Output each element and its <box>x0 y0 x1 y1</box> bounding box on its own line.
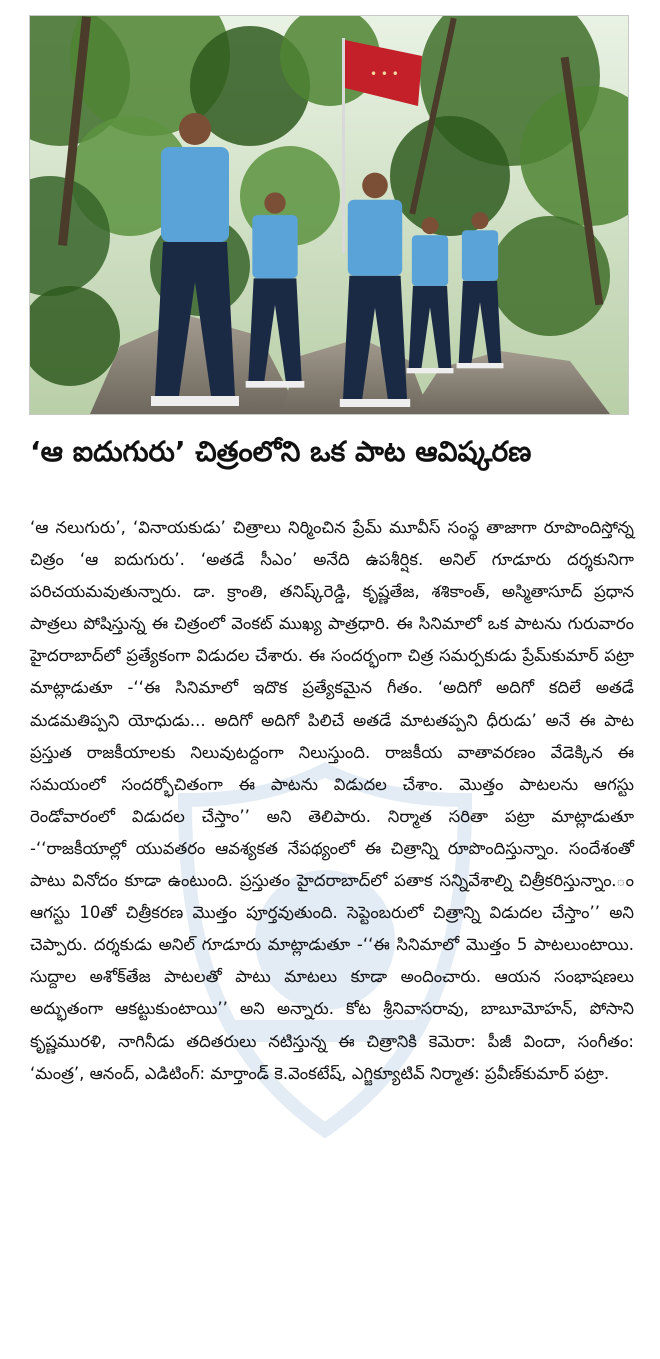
page-title: ‘ఆ ఐదుగురు’ చిత్రంలోని ఒక పాట ఆవిష్కరణ <box>30 435 532 468</box>
article-photo <box>29 15 629 415</box>
tree-canopy <box>390 116 510 236</box>
article-body: ‘ఆ నలుగురు’, ‘వినాయకుడు’ చిత్రాలు నిర్మించిన ప్రేమ్ మూవీస్ సంస్థ తాజాగా రూపొందిస్తోన్న చిత్రం ‘ఆ ఐదుగురు’. ‘అతడే సీఎం’ అనేది ఉపశీర్షిక. అనిల్ గూడూరు దర్శకునిగా పరిచయమవుతున్నారు. డా. క్రాంతి, తనిష్క్‌రెడ్డి, కృష్ణతేజ, శశికాంత్, అస్మితాసూద్ ప్రధాన పాత్రలు పోషిస్తున్న ఈ చిత్రంలో వెంకట్ ముఖ్య పాత్రధారి. ఈ సినిమాలో ఒక పాటను గురువారం హైదరాబాద్‌లో ప్రత్యేకంగా విడుదల చేశారు. ఈ సందర్భంగా చిత్ర సమర్పకుడు ప్రేమ్‌కుమార్ పట్రా మాట్లాడుతూ -‘‘ఈ సినిమాలో ఇదొక ప్రత్యేకమైన గీతం. ‘అదిగో అదిగో కదిలే అతడే మడమతిప్పని యోధుడు... అదిగో అదిగో పిలిచే అతడే మాటతప్పని ధీరుడు’ అనే ఈ పాట ప్రస్తుత రాజకీయాలకు నిలువుటద్దంగా నిలుస్తుంది. రాజకీయ వాతావరణం వేడెక్కిన ఈ సమయంలో సందర్భోచితంగా ఈ పాటను విడుదల చేశాం. మొత్తం పాటలను ఆగస్టు రెండోవారంలో విడుదల చేస్తాం’’ అని తెలిపారు. నిర్మాత సరితా పట్రా మాట్లాడుతూ -‘‘రాజకీయాల్లో యువతరం ఆవశ్యకత నేపథ్యంలో ఈ చిత్రాన్ని రూపొందిస్తున్నాం. సందేశంతో పాటు వినోదం కూడా ఉంటుంది. ప్రస్తుతం హైదరాబాద్‌లో పతాక సన్నివేశాల్ని చిత్రీకరిస్తున్నాం.ం ఆగస్టు 10తో చిత్రీకరణ మొత్తం పూర్తవుతుంది. సెప్టెంబరులో చిత్రాన్ని విడుదల చేస్తాం’’ అని చెప్పారు. దర్శకుడు అనిల్ గూడూరు మాట్లాడుతూ -‘‘ఈ సినిమాలో మొత్తం 5 పాటలుంటాయి. సుద్దాల అశోక్‌తేజ పాటలతో పాటు మాటలు కూడా అందించారు. ఆయన సంభాషణలు అద్భుతంగా ఆకట్టుకుంటాయి’’ అని అన్నారు. కోట శ్రీనివాసరావు, బాబూమోహన్, పోసాని కృష్ణమురళి, నాగినీడు తదితరులు నటిస్తున్న ఈ చిత్రానికి కెమెరా: పీజీ విందా, సంగీతం: ‘మంత్ర’, ఆనంద్, ఎడిటింగ్: మార్తాండ్ కె.వెంకటేష్, ఎగ్జిక్యూటివ్ నిర్మాత: ప్రవీణ్‌కుమార్ పట్రా. <box>30 518 634 1083</box>
photo-illustration <box>30 16 628 414</box>
svg-text:• • •: • • • <box>370 67 399 81</box>
